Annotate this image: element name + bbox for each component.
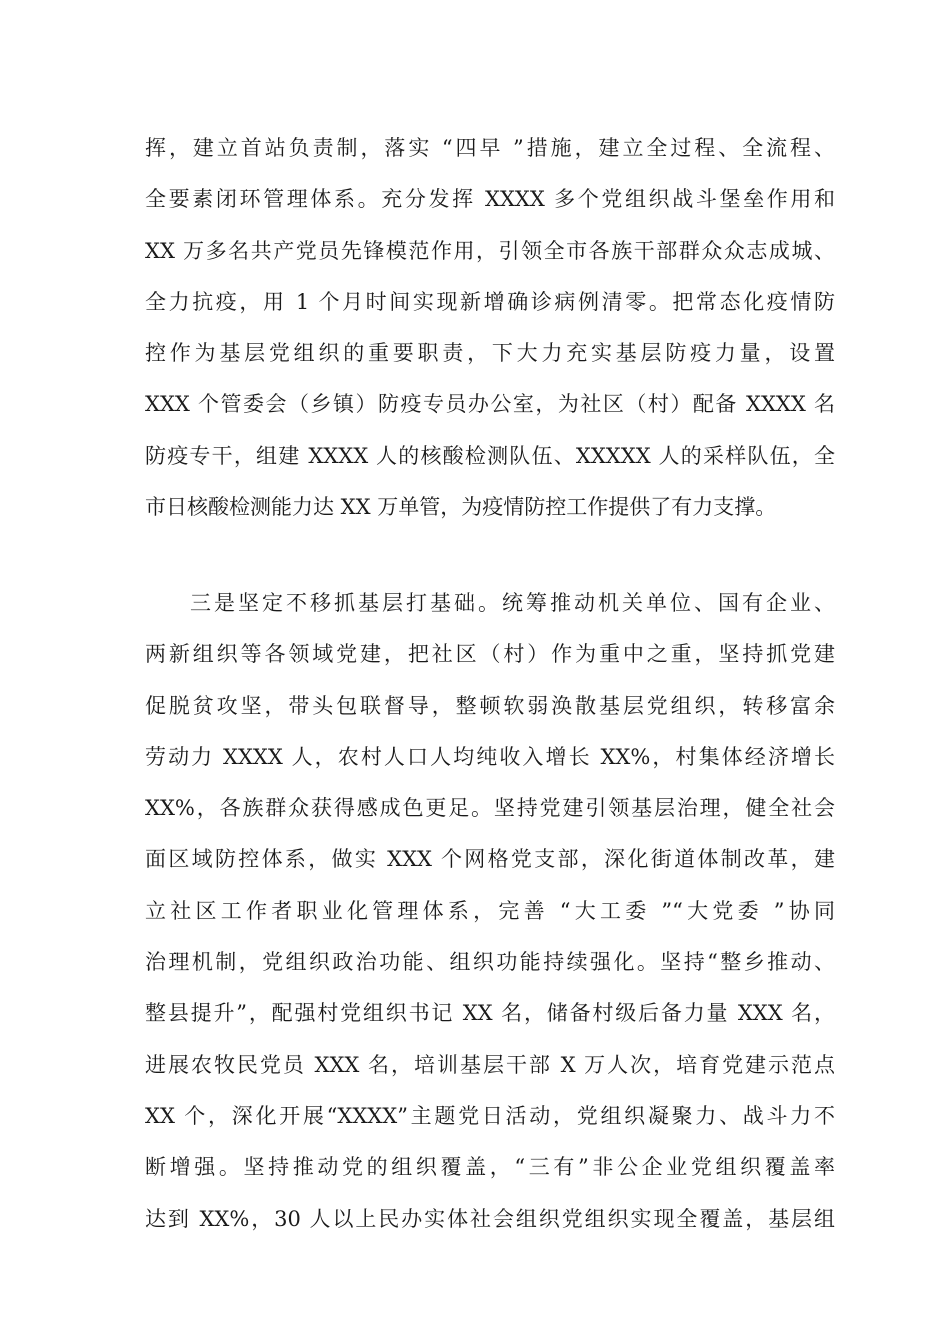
text-line: 进展农牧民党员 XXX 名，培训基层干部 X 万人次，培育党建示范点: [145, 1052, 835, 1077]
text-line: 整县提升”，配强村党组织书记 XX 名，储备村级后备力量 XXX 名，: [145, 1001, 835, 1026]
text-line: 防疫专干，组建 XXXX 人的核酸检测队伍、XXXXX 人的采样队伍，全: [145, 443, 835, 468]
text-line: 劳动力 XXXX 人，农村人口人均纯收入增长 XX%，村集体经济增长: [145, 744, 835, 769]
text-line: 促脱贫攻坚，带头包联督导，整顿软弱涣散基层党组织，转移富余: [145, 693, 835, 718]
text-line: 断增强。坚持推动党的组织覆盖，“三有”非公企业党组织覆盖率: [145, 1155, 835, 1180]
text-line: XX 个，深化开展“XXXX”主题党日活动，党组织凝聚力、战斗力不: [145, 1103, 835, 1128]
text-line: 市日核酸检测能力达 XX 万单管，为疫情防控工作提供了有力支撑。: [145, 495, 777, 520]
text-line: 立社区工作者职业化管理体系，完善 “大工委 ”“大党委 ”协同: [145, 898, 835, 923]
text-line: XX%，各族群众获得感成色更足。坚持党建引领基层治理，健全社会: [145, 796, 835, 821]
text-line: 控作为基层党组织的重要职责，下大力充实基层防疫力量，设置: [145, 341, 835, 366]
text-line: 达到 XX%，30 人以上民办实体社会组织党组织实现全覆盖，基层组: [145, 1206, 835, 1231]
text-line: XXX 个管委会（乡镇）防疫专员办公室，为社区（村）配备 XXXX 名: [145, 392, 835, 417]
text-line: XX 万多名共产党员先锋模范作用，引领全市各族干部群众众志成城、: [145, 238, 835, 263]
text-line-indented: 三是坚定不移抓基层打基础。统筹推动机关单位、国有企业、: [190, 591, 835, 615]
paragraph-epidemic-prevention: [145, 123, 835, 533]
text-line: 两新组织等各领域党建，把社区（村）作为重中之重，坚持抓党建: [145, 642, 835, 667]
text-line: 全力抗疫，用 1 个月时间实现新增确诊病例清零。把常态化疫情防: [145, 289, 835, 314]
text-line: 治理机制，党组织政治功能、组织功能持续强化。坚持“整乡推动、: [145, 950, 835, 975]
text-line: 挥，建立首站负责制，落实 “四早 ”措施，建立全过程、全流程、: [145, 136, 835, 160]
paragraph-grassroots-foundation: [145, 578, 835, 1245]
text-line: 全要素闭环管理体系。充分发挥 XXXX 多个党组织战斗堡垒作用和: [145, 187, 835, 212]
text-line: 面区域防控体系，做实 XXX 个网格党支部，深化街道体制改革，建: [145, 847, 835, 872]
